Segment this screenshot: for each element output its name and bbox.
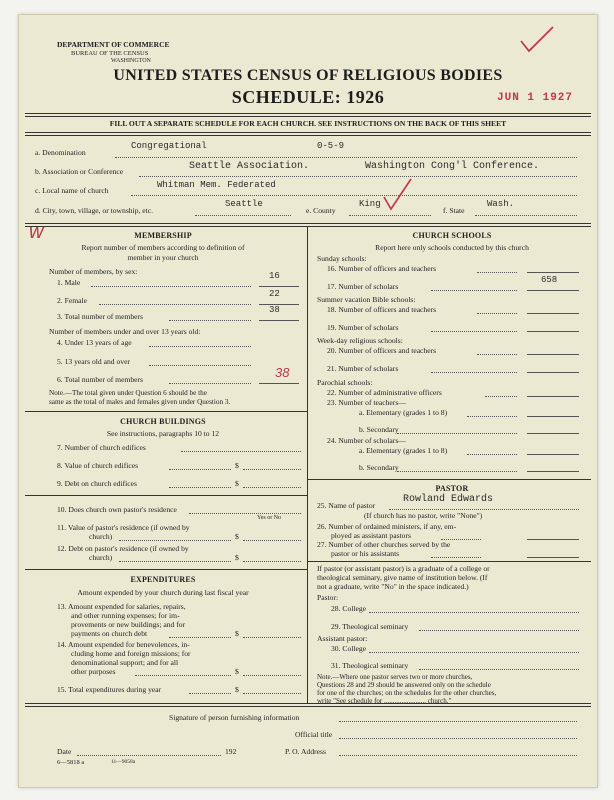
q14-dollar: $ — [235, 667, 239, 676]
membership-note-1: Note.—The total given under Question 6 should be the — [49, 389, 207, 397]
denomination-label: a. Denomination — [35, 148, 86, 157]
q22-label: 22. Number of administrative officers — [327, 388, 442, 397]
expenditures-heading: EXPENDITURES — [130, 575, 196, 584]
q14-label-2: cluding home and foreign missions; for — [71, 649, 191, 658]
q24-label: 24. Number of scholars— — [327, 436, 406, 445]
members-by-sex-label: Number of members, by sex: — [49, 267, 138, 276]
q8-dollar: $ — [235, 461, 239, 470]
graduate-note-3: not a graduate, write "No" in the space indicated.) — [317, 582, 469, 591]
q15-dollar: $ — [235, 685, 239, 694]
membership-heading: MEMBERSHIP — [134, 231, 192, 240]
weekday-schools-label: Week-day religious schools: — [317, 336, 403, 345]
general-instruction: FILL OUT A SEPARATE SCHEDULE FOR EACH CHURCH. SEE INSTRUCTIONS ON THE BACK OF THIS SHEET — [109, 119, 507, 128]
q14-label: 14. Amount expended for benevolences, in- — [57, 640, 190, 649]
q8-label: 8. Value of church edifices — [57, 461, 139, 470]
margin-handwritten-mark: w — [29, 221, 44, 243]
q1-label: 1. Male — [57, 278, 81, 287]
q17-scholars-value: 658 — [541, 275, 558, 285]
q13-label-2: and other running expenses; for im- — [71, 611, 180, 620]
q11-dollar: $ — [235, 532, 239, 541]
received-date-stamp: JUN 1 1927 — [497, 92, 574, 104]
assistant-sub-label: Assistant pastor: — [317, 634, 368, 643]
q19-label: 19. Number of scholars — [327, 323, 399, 332]
q13-label-4: payments on church debt — [71, 629, 148, 638]
form-number-2: 11—9058a — [111, 759, 136, 765]
q25-note: (If church has no pastor, write "None") — [364, 511, 483, 520]
expenditures-subheading: Amount expended by your church during last fiscal year — [77, 588, 249, 597]
q18-label: 18. Number of officers and teachers — [327, 305, 437, 314]
denomination-code: 0-5-9 — [317, 141, 345, 151]
age-heading: Number of members under and over 13 years old: — [49, 327, 201, 336]
year-label: 192 — [225, 747, 237, 756]
q16-label: 16. Number of officers and teachers — [327, 264, 437, 273]
q29-label: 29. Theological seminary — [331, 622, 409, 631]
q13-dollar: $ — [235, 629, 239, 638]
pastor-note-1: Note.—Where one pastor serves two or more churches, — [317, 673, 473, 681]
q15-label: 15. Total expenditures during year — [57, 685, 162, 694]
q12-label: 12. Debt on pastor's residence (if owned by — [57, 544, 189, 553]
q30-label: 30. College — [331, 644, 367, 653]
q11-label-cont: church) — [89, 532, 113, 541]
q12-label-cont: church) — [89, 553, 113, 562]
association-value: Seattle Association. — [189, 161, 310, 172]
city-value: Seattle — [225, 199, 263, 209]
q31-label: 31. Theological seminary — [331, 661, 409, 670]
city-label: d. City, town, village, or township, etc. — [35, 206, 154, 215]
q13-label: 13. Amount expended for salaries, repairs, — [57, 602, 186, 611]
q6-label: 6. Total number of members — [57, 375, 144, 384]
q2-label: 2. Female — [57, 296, 87, 305]
buildings-heading: CHURCH BUILDINGS — [120, 417, 206, 426]
q9-dollar: $ — [235, 479, 239, 488]
pastor-heading: PASTOR — [435, 484, 469, 493]
vacation-schools-label: Summer vacation Bible schools: — [317, 295, 416, 304]
q26-label-cont: ployed as assistant pastors — [331, 531, 411, 540]
q5-label: 5. 13 years old and over — [57, 357, 130, 366]
pastor-sub-label: Pastor: — [317, 593, 339, 602]
association-label: b. Association or Conference — [35, 167, 124, 176]
q23a-label: a. Elementary (grades 1 to 8) — [359, 408, 448, 417]
signature-label: Signature of person furnishing information — [169, 713, 300, 722]
q26-label: 26. Number of ordained ministers, if any, em- — [317, 522, 457, 531]
q6-total-handwritten: 38 — [275, 365, 290, 380]
bureau-name: BUREAU OF THE CENSUS — [71, 50, 149, 57]
q20-label: 20. Number of officers and teachers — [327, 346, 437, 355]
pastor-note-2: Questions 28 and 29 should be answered only on the schedule — [317, 681, 491, 689]
q1-male-value: 16 — [269, 271, 280, 281]
q4-label: 4. Under 13 years of age — [57, 338, 132, 347]
q27-label: 27. Number of other churches served by the — [317, 540, 451, 549]
q2-female-value: 22 — [269, 289, 280, 299]
official-title-label: Official title — [295, 730, 333, 739]
q10-label: 10. Does church own pastor's residence — [57, 505, 177, 514]
q21-label: 21. Number of scholars — [327, 364, 399, 373]
census-schedule-sheet — [18, 14, 598, 788]
q9-label: 9. Debt on church edifices — [57, 479, 137, 488]
state-value: Wash. — [487, 199, 515, 209]
denomination-value: Congregational — [131, 141, 207, 151]
q13-label-3: provements or new buildings; and for — [71, 620, 186, 629]
local-name-label: c. Local name of church — [35, 186, 109, 195]
state-label: f. State — [443, 206, 465, 215]
conference-value: Washington Cong'l Conference. — [365, 161, 540, 172]
county-value: King — [359, 199, 381, 209]
parochial-schools-label: Parochial schools: — [317, 378, 373, 387]
form-number: 6—5818 a — [57, 759, 85, 766]
buildings-subheading: See instructions, paragraphs 10 to 12 — [106, 429, 220, 438]
q25-label: 25. Name of pastor — [317, 501, 376, 510]
schools-subheading: Report here only schools conducted by this church — [375, 243, 529, 252]
q3-total-value: 38 — [269, 305, 280, 315]
po-address-label: P. O. Address — [285, 747, 326, 756]
city-name: WASHINGTON — [111, 58, 151, 64]
membership-intro-2: member in your church — [127, 253, 199, 262]
q14-label-4: other purposes — [71, 667, 116, 676]
form-title: UNITED STATES CENSUS OF RELIGIOUS BODIES — [113, 67, 503, 84]
department-name: DEPARTMENT OF COMMERCE — [57, 40, 170, 49]
q11-label: 11. Value of pastor's residence (if owned by — [57, 523, 190, 532]
q17-label: 17. Number of scholars — [327, 282, 399, 291]
q23-label: 23. Number of teachers— — [327, 398, 406, 407]
check-mark-icon — [517, 23, 557, 55]
q27-label-cont: pastor or his assistants — [331, 549, 400, 558]
q3-label: 3. Total number of members — [57, 312, 144, 321]
membership-note-2: same as the total of males and females given under Question 3. — [49, 398, 231, 406]
q14-label-3: denominational support; and for all — [71, 658, 179, 667]
q28-label: 28. College — [331, 604, 367, 613]
q12-dollar: $ — [235, 553, 239, 562]
pastor-note-4: write "See schedule for ........................ church." — [317, 697, 452, 705]
q24a-label: a. Elementary (grades 1 to 8) — [359, 446, 448, 455]
graduate-note-2: theological seminary, give name of institution below. (If — [317, 573, 488, 582]
q7-label: 7. Number of church edifices — [57, 443, 146, 452]
graduate-note-1: If pastor (or assistant pastor) is a graduate of a college or — [317, 564, 490, 573]
pastor-name-value: Rowland Edwards — [403, 494, 494, 505]
membership-intro-1: Report number of members according to definition of — [81, 243, 245, 252]
yes-or-no-hint: Yes or No — [257, 515, 282, 521]
county-label: e. County — [306, 206, 336, 215]
schools-heading: CHURCH SCHOOLS — [412, 231, 492, 240]
local-name-value: Whitman Mem. Federated — [157, 180, 276, 190]
date-label: Date — [57, 747, 72, 756]
pastor-note-3: for one of the churches; on the schedules for the other churches, — [317, 689, 497, 697]
q23b-label: b. Secondary — [359, 425, 399, 434]
sunday-schools-label: Sunday schools: — [317, 254, 367, 263]
county-check-mark-icon — [381, 177, 415, 213]
q24b-label: b. Secondary — [359, 463, 399, 472]
schedule-title: SCHEDULE: 1926 — [231, 87, 385, 107]
